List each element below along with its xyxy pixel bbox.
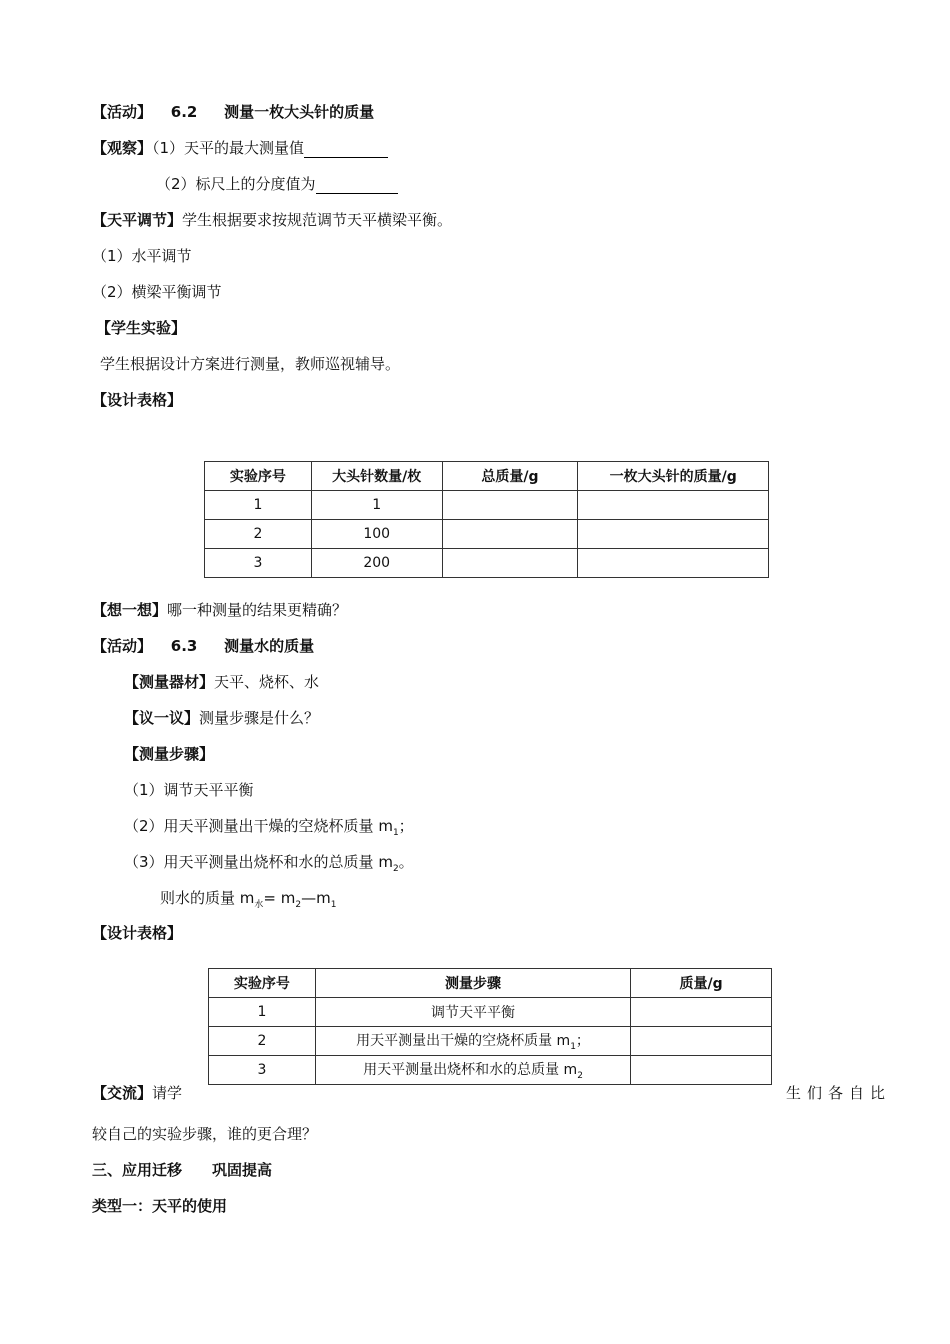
design-table-tag-2: 【设计表格】 <box>92 924 183 942</box>
punctuation: ； <box>398 817 414 835</box>
step-2 <box>124 816 414 843</box>
think-line <box>92 600 347 620</box>
equipment-tag: 【测量器材】 <box>124 673 215 691</box>
step-text: 调节天平平衡 <box>431 1005 515 1021</box>
table-cell: 3 <box>205 549 312 578</box>
header-cell: 质量/g <box>631 969 772 998</box>
activity-tag: 【活动】 <box>92 637 153 655</box>
table-header-row <box>205 462 769 491</box>
table-cell <box>315 1027 630 1056</box>
table-cell[interactable] <box>578 491 769 520</box>
activity-title: 测量水的质量 <box>224 637 315 655</box>
subscript: 2 <box>392 864 399 874</box>
activity-number: 6.2 <box>170 103 198 121</box>
adjust-line <box>92 210 452 230</box>
discuss-line <box>124 708 319 728</box>
header-cell: 实验序号 <box>205 462 312 491</box>
exchange-line-2: 较自己的实验步骤，谁的更合理？ <box>92 1125 318 1143</box>
table-row <box>205 491 769 520</box>
exchange-line-end: 生们各自比 <box>786 1084 892 1102</box>
table-cell: 200 <box>311 549 442 578</box>
table-cell[interactable] <box>631 1056 772 1085</box>
pin-mass-table <box>204 461 769 578</box>
observe-item-2: （2）标尺上的分度值为 <box>156 175 316 193</box>
formula-text: 则水的质量 m <box>160 889 255 907</box>
think-text: 哪一种测量的结果更精确？ <box>167 601 348 619</box>
type-heading: 类型一：天平的使用 <box>92 1197 228 1215</box>
table-cell[interactable] <box>578 520 769 549</box>
adjust-text: 学生根据要求按规范调节天平横梁平衡。 <box>182 211 453 229</box>
table-cell[interactable] <box>631 1027 772 1056</box>
header-cell: 实验序号 <box>209 969 316 998</box>
table-cell[interactable] <box>631 998 772 1027</box>
answer-blank[interactable] <box>316 177 398 194</box>
step-text: 用天平测量出烧杯和水的总质量 m <box>363 1062 578 1079</box>
step-1: （1）调节天平平衡 <box>124 781 254 799</box>
adjust-tag: 【天平调节】 <box>92 211 183 229</box>
table-row <box>209 998 772 1027</box>
activity-number: 6.3 <box>170 637 198 655</box>
adjust-item-1: （1）水平调节 <box>92 247 192 265</box>
punctuation: ； <box>575 1033 590 1050</box>
subscript: 水 <box>254 900 264 910</box>
section-heading: 三、应用迁移 巩固提高 <box>92 1161 273 1179</box>
table-cell: 3 <box>209 1056 316 1085</box>
adjust-item-2: （2）横梁平衡调节 <box>92 283 222 301</box>
discuss-tag: 【议一议】 <box>124 709 200 727</box>
observe-line-1 <box>92 138 388 158</box>
subscript: 1 <box>330 900 337 910</box>
header-cell: 测量步骤 <box>315 969 630 998</box>
formula-text: —m <box>301 889 331 907</box>
think-tag: 【想一想】 <box>92 601 168 619</box>
steps-tag: 【测量步骤】 <box>124 745 215 763</box>
design-table-tag-1: 【设计表格】 <box>92 391 183 409</box>
step-3-text: （3）用天平测量出烧杯和水的总质量 m <box>124 853 393 871</box>
subscript: 1 <box>392 828 399 838</box>
observe-line-2 <box>156 174 398 194</box>
table-cell: 2 <box>205 520 312 549</box>
equipment-text: 天平、烧杯、水 <box>214 673 320 691</box>
table-cell[interactable] <box>442 491 578 520</box>
table-cell: 100 <box>311 520 442 549</box>
activity-title: 测量一枚大头针的质量 <box>224 103 375 121</box>
student-experiment-tag: 【学生实验】 <box>96 319 187 337</box>
subscript: 1 <box>570 1041 576 1052</box>
table-row <box>205 520 769 549</box>
step-text: 用天平测量出干燥的空烧杯质量 m <box>356 1033 571 1050</box>
activity-tag: 【活动】 <box>92 103 153 121</box>
table-row <box>209 1027 772 1056</box>
exchange-tag: 【交流】 <box>92 1084 153 1102</box>
table-cell: 2 <box>209 1027 316 1056</box>
answer-blank[interactable] <box>304 141 388 158</box>
table-cell: 1 <box>205 491 312 520</box>
subscript: 2 <box>295 900 302 910</box>
water-mass-table <box>208 968 772 1085</box>
table-cell[interactable] <box>442 520 578 549</box>
step-3 <box>124 852 414 879</box>
observe-tag: 【观察】 <box>92 139 153 157</box>
equipment-line <box>124 672 319 692</box>
exchange-text: 请学 <box>152 1084 183 1102</box>
exchange-line-start <box>92 1083 182 1103</box>
table-row <box>209 1056 772 1085</box>
header-cell: 总质量/g <box>442 462 578 491</box>
activity-6-3-heading <box>92 636 314 656</box>
discuss-text: 测量步骤是什么？ <box>199 709 320 727</box>
step-2-text: （2）用天平测量出干燥的空烧杯质量 m <box>124 817 393 835</box>
header-cell: 大头针数量/枚 <box>311 462 442 491</box>
table-cell: 1 <box>311 491 442 520</box>
student-experiment-text: 学生根据设计方案进行测量，教师巡视辅导。 <box>100 355 401 373</box>
observe-item-1: （1）天平的最大测量值 <box>152 139 305 157</box>
subscript: 2 <box>577 1070 583 1081</box>
activity-6-2-heading <box>92 102 374 122</box>
table-cell: 1 <box>209 998 316 1027</box>
water-mass-formula <box>160 888 336 915</box>
table-cell <box>315 1056 630 1085</box>
table-cell <box>315 998 630 1027</box>
table-header-row <box>209 969 772 998</box>
table-cell[interactable] <box>578 549 769 578</box>
header-cell: 一枚大头针的质量/g <box>578 462 769 491</box>
table-row <box>205 549 769 578</box>
table-cell[interactable] <box>442 549 578 578</box>
formula-text: = m <box>263 889 296 907</box>
punctuation: 。 <box>398 853 414 871</box>
